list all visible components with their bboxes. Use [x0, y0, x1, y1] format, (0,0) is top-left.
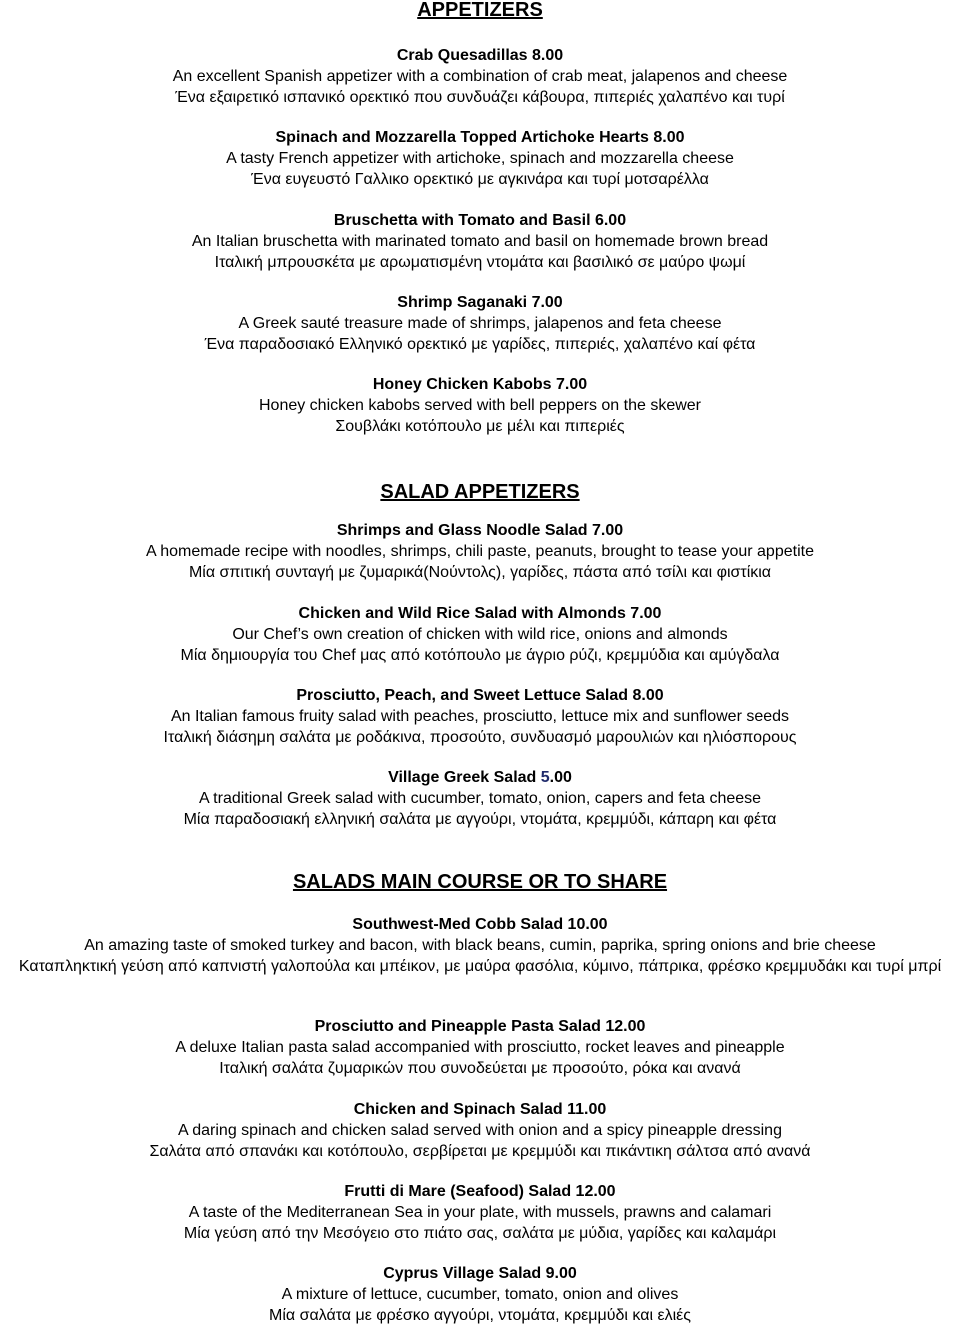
section-appetizers	[0, 0, 960, 20]
section-salads-main-course	[0, 872, 960, 892]
item-description-en: Honey chicken kabobs served with bell peppers on the skewer	[258, 397, 702, 414]
item-description-gr: Καταπληκτική γεύση από καπνιστή γαλοπούλα και μπέικον, με μαύρα φασόλια, κύμινο, πάπρικα, φρέσκο κρεμμυδάκι και τυρί μπρί	[18, 958, 942, 975]
menu-item	[0, 768, 960, 830]
price-highlight: 5	[540, 769, 550, 786]
menu-item	[0, 211, 960, 273]
item-description-gr: Μία γεύση από την Μεσόγειο στο πιάτο σας, σαλάτα με μύδια, γαρίδες και καλαμάρι	[183, 1225, 777, 1242]
item-description-gr: Ιταλική διάσημη σαλάτα με ροδάκινα, προσούτο, συνδυασμό μαρουλιών και ηλιόσπορους	[163, 729, 797, 746]
item-description-gr: Μία παραδοσιακή ελληνική σαλάτα με αγγούρι, ντομάτα, κρεμμύδι, κάπαρη και φέτα	[183, 811, 777, 828]
menu-item	[0, 128, 960, 190]
item-name: Bruschetta with Tomato and Basil 6.00	[333, 212, 627, 229]
menu-item	[0, 293, 960, 355]
item-name-prefix: Village Greek Salad	[388, 769, 541, 786]
item-description-en: A tasty French appetizer with artichoke, spinach and mozzarella cheese	[226, 150, 734, 167]
menu-item	[0, 1264, 960, 1326]
item-name: Chicken and Wild Rice Salad with Almonds 7.00	[298, 605, 662, 622]
section-title: APPETIZERS	[417, 0, 543, 21]
menu-item	[0, 46, 960, 108]
item-name: Prosciutto and Pineapple Pasta Salad 12.00	[314, 1018, 646, 1035]
item-description-en: Our Chef’s own creation of chicken with wild rice, onions and almonds	[232, 626, 728, 643]
item-name: Spinach and Mozzarella Topped Artichoke Hearts 8.00	[275, 129, 685, 146]
menu-item	[0, 375, 960, 437]
item-description-gr: Ένα εξαιρετικό ισπανικό ορεκτικό που συνδυάζει κάβουρα, πιπεριές χαλαπένο και τυρί	[175, 89, 785, 106]
item-description-en: An Italian bruschetta with marinated tomato and basil on homemade brown bread	[191, 233, 769, 250]
menu-item	[0, 521, 960, 583]
menu-item	[0, 604, 960, 666]
item-name: Chicken and Spinach Salad 11.00	[353, 1101, 607, 1118]
item-name	[0, 768, 960, 788]
item-name: Shrimp Saganaki 7.00	[397, 294, 563, 311]
item-name-suffix: .00	[549, 769, 572, 786]
item-name: Cyprus Village Salad 9.00	[383, 1265, 577, 1282]
item-description-en: An Italian famous fruity salad with peaches, prosciutto, lettuce mix and sunflower seeds	[170, 708, 790, 725]
item-description-en: A Greek sauté treasure made of shrimps, jalapenos and feta cheese	[238, 315, 722, 332]
section-title: SALAD APPETIZERS	[380, 481, 580, 503]
item-description-gr: Σαλάτα από σπανάκι και κοτόπουλο, σερβίρεται με κρεμμύδι και πικάντικη σάλτσα από ανανά	[149, 1143, 811, 1160]
item-name: Prosciutto, Peach, and Sweet Lettuce Salad 8.00	[296, 687, 664, 704]
item-description-gr: Μία δημιουργία του Chef μας από κοτόπουλο με άγριο ρύζι, κρεμμύδια και αμύγδαλα	[180, 647, 780, 664]
item-description-en: A deluxe Italian pasta salad accompanied with prosciutto, rocket leaves and pineapple	[175, 1039, 785, 1056]
item-description-en: An excellent Spanish appetizer with a combination of crab meat, jalapenos and cheese	[172, 68, 788, 85]
menu-item	[0, 1182, 960, 1244]
item-name: Crab Quesadillas 8.00	[396, 47, 564, 64]
item-description-en: A daring spinach and chicken salad served with onion and a spicy pineapple dressing	[178, 1122, 782, 1139]
item-name: Frutti di Mare (Seafood) Salad 12.00	[344, 1183, 616, 1200]
item-description-gr: Μία σαλάτα με φρέσκο αγγούρι, ντομάτα, κρεμμύδι και ελιές	[269, 1307, 691, 1324]
item-description-gr: Ένα παραδοσιακό Ελληνικό ορεκτικό με γαρίδες, πιπεριές, χαλαπένο καί φέτα	[204, 336, 756, 353]
menu-item	[0, 1017, 960, 1079]
item-description-gr: Ένα ευγευστό Γαλλικο ορεκτικό με αγκινάρα και τυρί μοτσαρέλλα	[251, 171, 709, 188]
menu-item	[0, 1100, 960, 1162]
item-description-gr: Ιταλική μπρουσκέτα με αρωματισμένη ντομάτα και βασιλικό σε μαύρο ψωμί	[214, 254, 746, 271]
item-description-en: A homemade recipe with noodles, shrimps, chili paste, peanuts, brought to tease your appetite	[146, 543, 814, 560]
item-name: Southwest-Med Cobb Salad 10.00	[352, 916, 608, 933]
item-description-en: A mixture of lettuce, cucumber, tomato, onion and olives	[281, 1286, 679, 1303]
item-name: Honey Chicken Kabobs 7.00	[372, 376, 588, 393]
menu-item	[0, 686, 960, 748]
item-description-en: An amazing taste of smoked turkey and bacon, with black beans, cumin, paprika, spring onions and brie cheese	[84, 937, 876, 954]
item-description-gr: Ιταλική σαλάτα ζυμαρικών που συνοδεύεται με προσούτο, ρόκα και ανανά	[219, 1060, 741, 1077]
section-salad-appetizers	[0, 482, 960, 502]
item-name: Shrimps and Glass Noodle Salad 7.00	[336, 522, 624, 539]
item-description-gr: Σουβλάκι κοτόπουλο με μέλι και πιπεριές	[335, 418, 625, 435]
item-description-en: A taste of the Mediterranean Sea in your plate, with mussels, prawns and calamari	[188, 1204, 772, 1221]
item-description-gr: Μία σπιτική συνταγή με ζυμαρικά(Νούντολς), γαρίδες, πάστα από τσίλι και φιστίκια	[188, 564, 772, 581]
item-description-en: A traditional Greek salad with cucumber, tomato, onion, capers and feta cheese	[198, 790, 762, 807]
menu-item	[0, 915, 960, 977]
section-title: SALADS MAIN COURSE OR TO SHARE	[292, 871, 668, 893]
